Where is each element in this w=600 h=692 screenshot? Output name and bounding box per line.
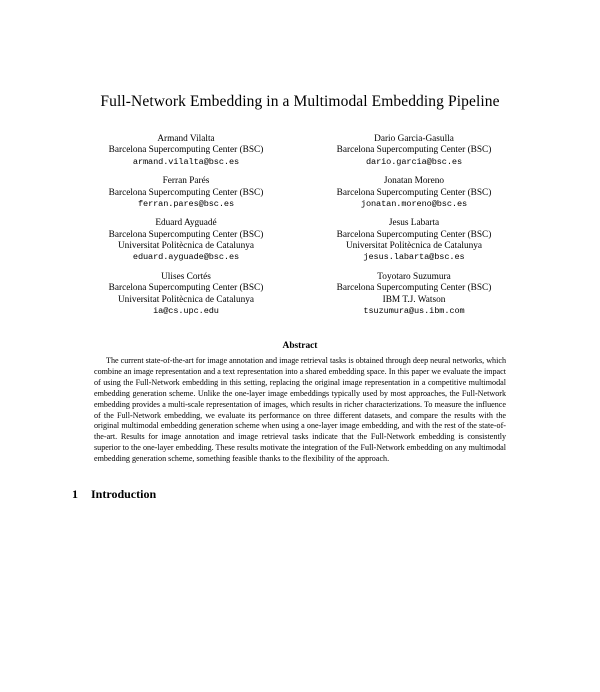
author-affiliation: Barcelona Supercomputing Center (BSC): [336, 145, 492, 156]
author-row: [72, 176, 528, 209]
author-block: [300, 218, 528, 262]
author-name: Dario Garcia-Gasulla: [374, 134, 454, 145]
author-affiliation: Barcelona Supercomputing Center (BSC): [336, 229, 492, 240]
author-email[interactable]: jesus.labarta@bsc.es: [363, 252, 465, 263]
author-row: [72, 218, 528, 262]
section-title: Introduction: [91, 486, 157, 501]
author-block: [300, 134, 528, 167]
author-affiliation: Universitat Politècnica de Catalunya: [117, 294, 255, 305]
author-email[interactable]: jonatan.moreno@bsc.es: [360, 198, 468, 209]
author-affiliation: Universitat Politècnica de Catalunya: [345, 241, 483, 252]
section-heading-introduction: [72, 487, 528, 502]
author-block: [300, 176, 528, 209]
author-affiliation: IBM T.J. Watson: [382, 294, 446, 305]
author-name: Eduard Ayguadé: [155, 218, 217, 229]
author-affiliation: Universitat Politècnica de Catalunya: [117, 241, 255, 252]
author-name: Ulises Cortés: [161, 271, 211, 282]
author-email[interactable]: tsuzumura@us.ibm.com: [363, 305, 465, 316]
author-affiliation: Barcelona Supercomputing Center (BSC): [108, 229, 264, 240]
author-block: [72, 272, 300, 316]
paper-page: [0, 92, 600, 692]
abstract-heading: Abstract: [282, 341, 318, 352]
author-affiliation: Barcelona Supercomputing Center (BSC): [336, 187, 492, 198]
author-list: [72, 134, 528, 325]
author-name: Ferran Parés: [162, 176, 210, 187]
author-name: Armand Vilalta: [157, 134, 215, 145]
author-block: [72, 134, 300, 167]
page-title: Full-Network Embedding in a Multimodal Embedding Pipeline: [100, 93, 500, 110]
author-row: [72, 134, 528, 167]
author-affiliation: Barcelona Supercomputing Center (BSC): [108, 187, 264, 198]
author-block: [300, 272, 528, 316]
author-email[interactable]: eduard.ayguade@bsc.es: [132, 252, 240, 263]
author-email[interactable]: ia@cs.upc.edu: [153, 305, 219, 316]
author-email[interactable]: armand.vilalta@bsc.es: [132, 156, 240, 167]
author-row: [72, 272, 528, 316]
author-affiliation: Barcelona Supercomputing Center (BSC): [336, 283, 492, 294]
author-block: [72, 218, 300, 262]
author-name: Toyotaro Suzumura: [377, 271, 451, 282]
abstract-body: The current state-of-the-art for image annotation and image retrieval tasks is obtained through deep neural networks, which combine an image representation and a text representation into a shared embedding space. In this paper we evaluate the impact of using the Full-Network embedding in this setting, replacing the original image representation in a competitive multimodal embedding generation scheme. Unlike the one-layer image embeddings typically used by most approaches, the Full-Network embedding provides a multi-scale representation of images, which results in richer characterizations. To measure the influence of the Full-Network embedding, we evaluate its performance on three different datasets, and compare the results with the original multimodal embedding generation scheme when using a one-layer image embedding, and with the rest of the state-of-the-art. Results for image annotation and image retrieval tasks indicate that the Full-Network embedding is consistently superior to the one-layer embedding. These results motivate the integration of the Full-Network embedding on any multimodal embedding generation scheme, something feasible thanks to the flexibility of the approach.: [94, 356, 506, 463]
author-affiliation: Barcelona Supercomputing Center (BSC): [108, 283, 264, 294]
author-email[interactable]: dario.garcia@bsc.es: [365, 156, 463, 167]
author-email[interactable]: ferran.pares@bsc.es: [137, 198, 235, 209]
author-name: Jonatan Moreno: [383, 176, 445, 187]
author-affiliation: Barcelona Supercomputing Center (BSC): [108, 145, 264, 156]
author-name: Jesus Labarta: [388, 218, 440, 229]
author-block: [72, 176, 300, 209]
section-number: 1: [72, 486, 78, 501]
